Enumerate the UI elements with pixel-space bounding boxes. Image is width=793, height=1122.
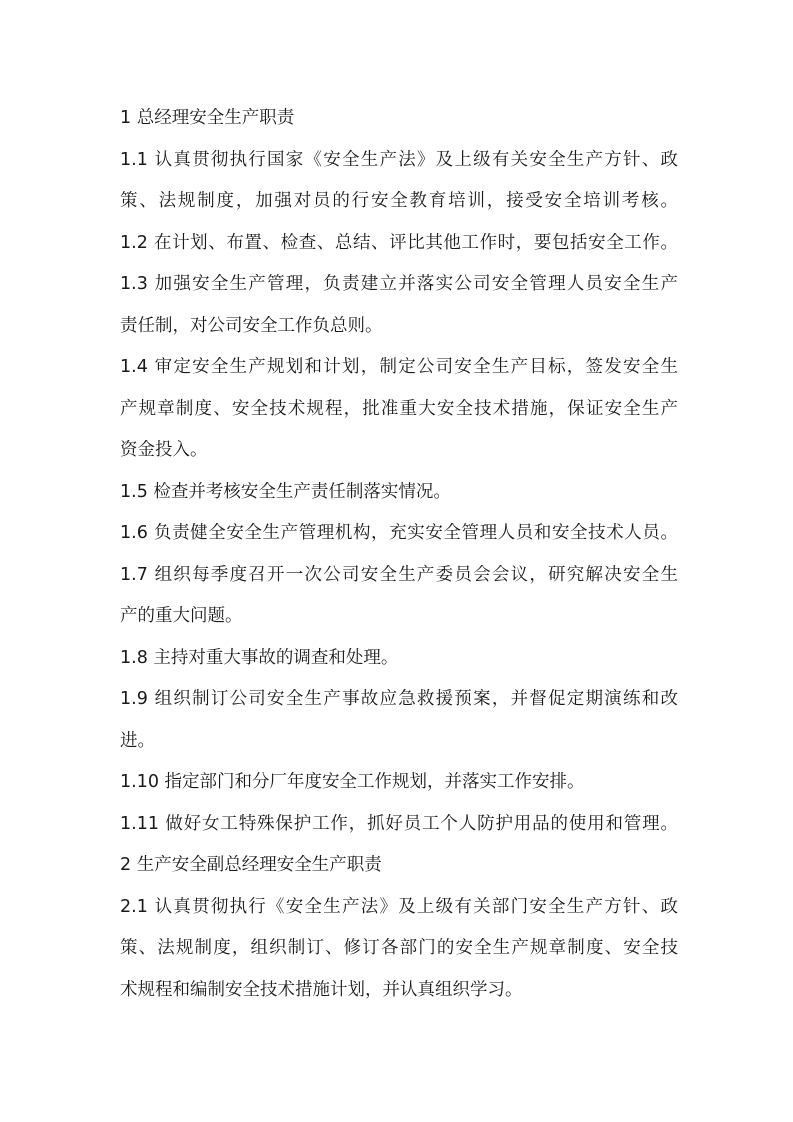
paragraph-line: 术规程和编制安全技术措施计划，并认真组织学习。: [120, 979, 523, 1000]
paragraph-line: 产的重大问题。: [120, 606, 243, 626]
paragraph-line: 1.4 审定安全生产规划和计划，制定公司安全生产目标，签发安全生: [120, 357, 678, 377]
paragraph-line: 责任制，对公司安全工作负总则。: [120, 315, 383, 336]
paragraph-line: 产规章制度、安全技术规程，批准重大安全技术措施，保证安全生产: [120, 398, 678, 419]
paragraph-line: 1.9 组织制订公司安全生产事故应急救援预案，并督促定期演练和改: [120, 689, 678, 709]
section-heading-2: 2 生产安全副总经理安全生产职责: [120, 855, 382, 875]
paragraph-line: 1.3 加强安全生产管理，负责建立并落实公司安全管理人员安全生产: [120, 274, 678, 294]
paragraph-line: 1.5 检查并考核安全生产责任制落实情况。: [120, 481, 451, 502]
paragraph-line: 资金投入。: [120, 440, 208, 460]
paragraph-line: 1.11 做好女工特殊保护工作，抓好员工个人防护用品的使用和管理。: [120, 813, 678, 834]
paragraph-line: 1.1 认真贯彻执行国家《安全生产法》及上级有关安全生产方针、政: [120, 149, 678, 170]
paragraph-line: 1.8 主持对重大事故的调查和处理。: [120, 647, 399, 668]
paragraph-line: 1.2 在计划、布置、检查、总结、评比其他工作时，要包括安全工作。: [120, 232, 678, 253]
paragraph-line: 1.7 组织每季度召开一次公司安全生产委员会会议，研究解决安全生: [120, 564, 678, 585]
paragraph-line: 1.6 负责健全安全生产管理机构，充实安全管理人员和安全技术人员。: [120, 523, 678, 543]
paragraph-line: 策、法规制度，加强对员的行安全教育培训，接受安全培训考核。: [120, 191, 678, 211]
section-heading-1: 1 总经理安全生产职责: [120, 108, 295, 128]
paragraph-line: 策、法规制度，组织制订、修订各部门的安全生产规章制度、安全技: [120, 938, 678, 958]
paragraph-line: 进。: [120, 730, 155, 751]
paragraph-line: 1.10 指定部门和分厂年度安全工作规划，并落实工作安排。: [120, 772, 585, 792]
document-body: [120, 98, 678, 1011]
paragraph-line: 2.1 认真贯彻执行《安全生产法》及上级有关部门安全生产方针、政: [120, 896, 678, 917]
